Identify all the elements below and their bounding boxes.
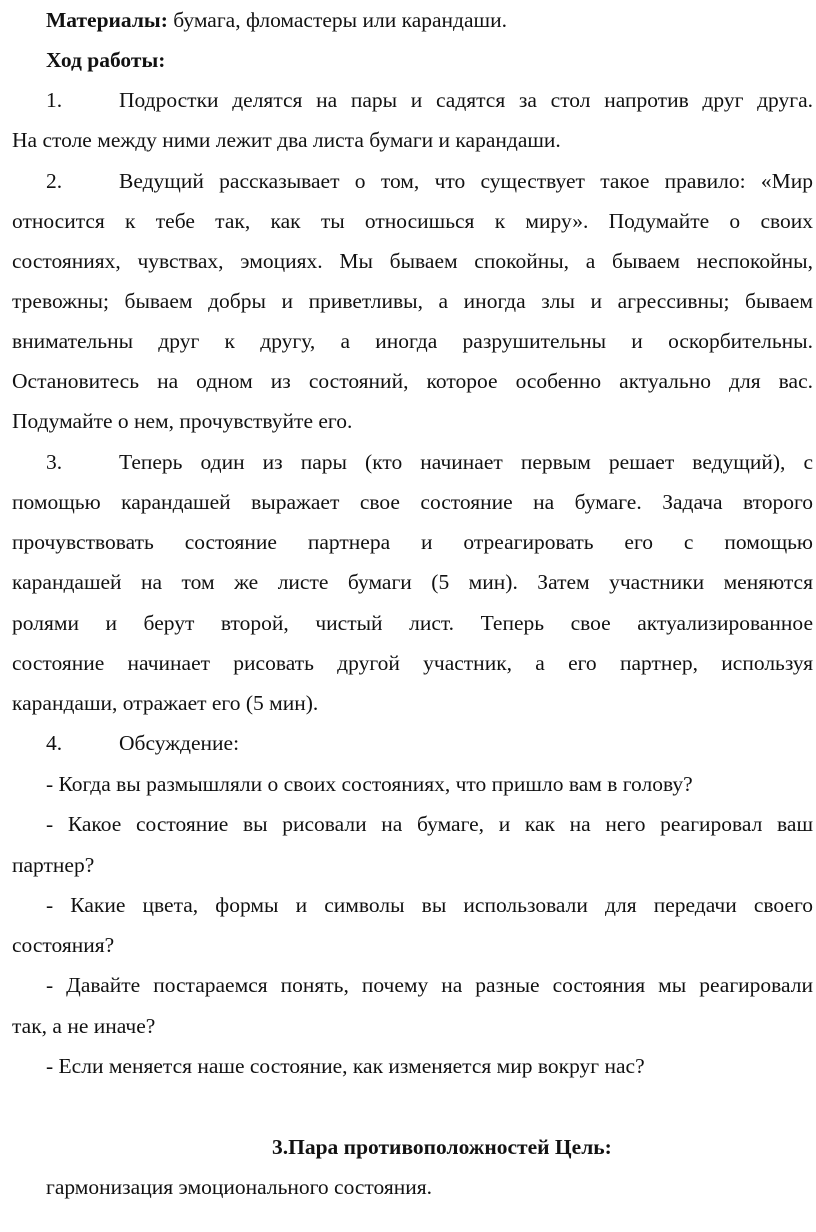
procedure-heading: Ход работы:: [46, 48, 166, 72]
question-5-line-1: - Если меняется наше состояние, как изменяется мир вокруг нас?: [46, 1054, 645, 1078]
step-2-line-1: 2. Ведущий рассказывает о том, что существует такое правило: «Мир: [46, 169, 813, 193]
step-2-line-4: тревожны; бываем добры и приветливы, а иногда злы и агрессивны; бываем: [12, 289, 813, 313]
step-1-line-2: На столе между ними лежит два листа бумаги и карандаши.: [12, 128, 561, 152]
step-4-line-1: 4. Обсуждение:: [46, 731, 240, 755]
step-2-line-3: состояниях, чувствах, эмоциях. Мы бываем спокойны, а бываем неспокойны,: [12, 249, 813, 273]
question-1-line-1: - Когда вы размышляли о своих состояниях, что пришло вам в голову?: [46, 772, 693, 796]
section-3-text: гармонизация эмоционального состояния.: [46, 1175, 433, 1199]
step-2-line-2: относится к тебе так, как ты относишься к миру». Подумайте о своих: [12, 209, 813, 233]
step-3-line-4: карандашей на том же листе бумаги (5 мин). Затем участники меняются: [12, 570, 813, 594]
step-2-line-6: Остановитесь на одном из состояний, которое особенно актуально для вас.: [12, 369, 813, 393]
step-2-line-5: внимательны друг к другу, а иногда разрушительны и оскорбительны.: [12, 329, 813, 353]
question-2-line-2: партнер?: [12, 853, 95, 877]
step-3-number: 3.: [46, 450, 63, 474]
step-1-number: 1.: [46, 88, 63, 112]
question-2-line-1: - Какое состояние вы рисовали на бумаге, и как на него реагировал ваш: [46, 812, 813, 836]
question-4-line-1: - Давайте постараемся понять, почему на разные состояния мы реагировали: [46, 973, 813, 997]
step-3-line-6: состояние начинает рисовать другой участник, а его партнер, используя: [12, 651, 813, 675]
question-3-line-1: - Какие цвета, формы и символы вы использовали для передачи своего: [46, 893, 813, 917]
step-3-line-2: помощью карандашей выражает свое состояние на бумаге. Задача второго: [12, 490, 813, 514]
materials-line: [46, 10, 507, 32]
step-3-line-3: прочувствовать состояние партнера и отреагировать его с помощью: [12, 530, 813, 554]
step-3-line-5: ролями и берут второй, чистый лист. Теперь свое актуализированное: [12, 611, 813, 635]
step-4-number: 4.: [46, 731, 63, 755]
step-3-line-1: 3. Теперь один из пары (кто начинает первым решает ведущий), с: [46, 450, 813, 474]
step-1-line-1: 1. Подростки делятся на пары и садятся за стол напротив друг друга.: [46, 88, 813, 112]
question-4-line-2: так, а не иначе?: [12, 1014, 156, 1038]
materials-text: бумага, фломастеры или карандаши.: [167, 8, 507, 32]
step-2-number: 2.: [46, 169, 63, 193]
question-3-line-2: состояния?: [12, 933, 115, 957]
section-3-heading: 3.Пара противоположностей Цель:: [272, 1135, 612, 1159]
step-2-line-7: Подумайте о нем, прочувствуйте его.: [12, 409, 353, 433]
materials-label: Материалы:: [46, 8, 168, 32]
step-3-line-7: карандаши, отражает его (5 мин).: [12, 691, 319, 715]
